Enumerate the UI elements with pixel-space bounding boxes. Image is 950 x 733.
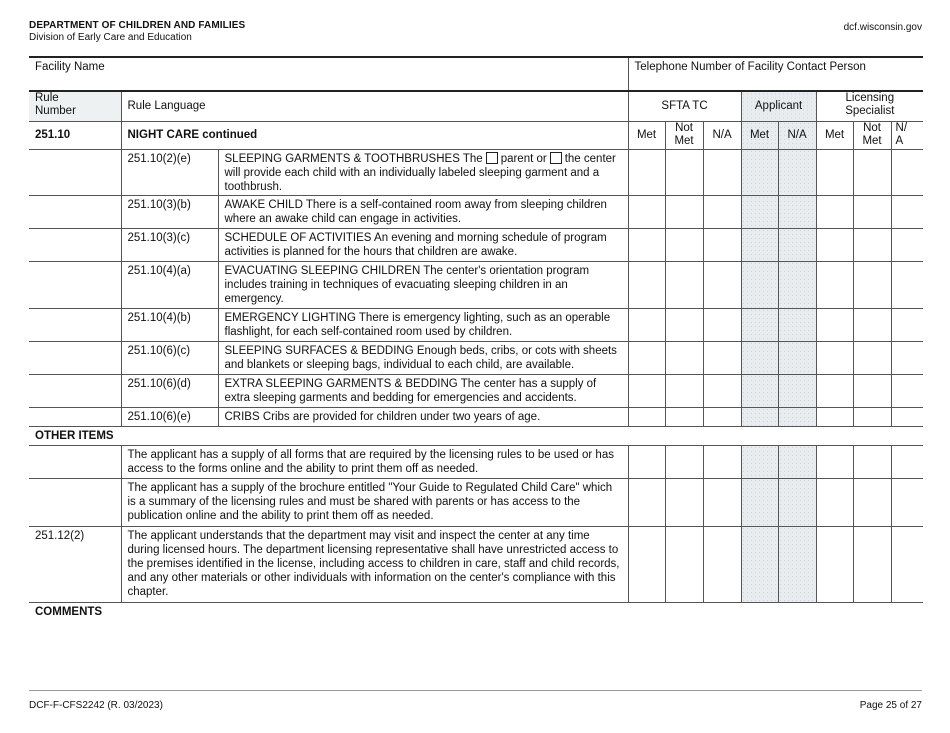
applicant-met-cell[interactable] bbox=[741, 341, 778, 374]
specialist-na-header: N/ A bbox=[891, 121, 923, 149]
parent-checkbox[interactable] bbox=[486, 152, 498, 164]
sfta-met-cell[interactable] bbox=[628, 261, 665, 308]
specialist-not-met-cell[interactable] bbox=[853, 445, 891, 478]
table-row bbox=[29, 374, 923, 407]
department-name: DEPARTMENT OF CHILDREN AND FAMILIES bbox=[29, 20, 246, 31]
rule-number: 251.12(2) bbox=[29, 526, 121, 602]
applicant-na-cell[interactable] bbox=[778, 149, 816, 195]
sfta-na-header: N/A bbox=[703, 121, 741, 149]
rule-text: EXTRA SLEEPING GARMENTS & BEDDING The center has a supply of extra sleeping garments and bedding for emergencies and accidents. bbox=[218, 374, 628, 407]
specialist-met-cell[interactable] bbox=[816, 261, 853, 308]
specialist-not-met-cell[interactable] bbox=[853, 407, 891, 426]
specialist-not-met-cell[interactable] bbox=[853, 261, 891, 308]
page-number: Page 25 of 27 bbox=[859, 700, 922, 711]
specialist-na-cell[interactable] bbox=[891, 228, 923, 261]
specialist-na-cell[interactable] bbox=[891, 407, 923, 426]
rule-number: 251.10(2)(e) bbox=[121, 149, 218, 195]
sfta-not-met-cell[interactable] bbox=[665, 407, 703, 426]
table-row bbox=[29, 445, 923, 478]
rule-text: SLEEPING SURFACES & BEDDING Enough beds, cribs, or cots with sheets and blankets or sleeping bags, individual to each child, are available. bbox=[218, 341, 628, 374]
table-row bbox=[29, 261, 923, 308]
specialist-na-cell[interactable] bbox=[891, 195, 923, 228]
specialist-not-met-cell[interactable] bbox=[853, 149, 891, 195]
rule-number: 251.10(6)(e) bbox=[121, 407, 218, 426]
specialist-na-cell[interactable] bbox=[891, 261, 923, 308]
specialist-na-cell[interactable] bbox=[891, 526, 923, 602]
form-id: DCF-F-CFS2242 (R. 03/2023) bbox=[29, 700, 163, 711]
table-row bbox=[29, 195, 923, 228]
applicant-na-cell[interactable] bbox=[778, 308, 816, 341]
table-row bbox=[29, 308, 923, 341]
table-row bbox=[29, 526, 923, 602]
specialist-met-cell[interactable] bbox=[816, 407, 853, 426]
applicant-header: Applicant bbox=[741, 91, 816, 121]
specialist-met-cell[interactable] bbox=[816, 308, 853, 341]
telephone-field[interactable] bbox=[628, 57, 923, 91]
table-row bbox=[29, 149, 923, 195]
applicant-met-cell[interactable] bbox=[741, 445, 778, 478]
specialist-met-header: Met bbox=[816, 121, 853, 149]
applicant-met-cell[interactable] bbox=[741, 526, 778, 602]
specialist-not-met-cell[interactable] bbox=[853, 195, 891, 228]
sfta-met-cell[interactable] bbox=[628, 478, 665, 526]
table-row bbox=[29, 478, 923, 526]
specialist-na-cell[interactable] bbox=[891, 341, 923, 374]
rule-number: 251.10(3)(c) bbox=[121, 228, 218, 261]
specialist-met-cell[interactable] bbox=[816, 374, 853, 407]
applicant-met-cell[interactable] bbox=[741, 228, 778, 261]
specialist-not-met-cell[interactable] bbox=[853, 478, 891, 526]
sfta-met-cell[interactable] bbox=[628, 445, 665, 478]
specialist-met-cell[interactable] bbox=[816, 228, 853, 261]
applicant-na-header: N/A bbox=[778, 121, 816, 149]
applicant-met-cell[interactable] bbox=[741, 407, 778, 426]
rule-text: The applicant has a supply of the brochure entitled "Your Guide to Regulated Child Care" which is a summary of the licensing rules and must be shared with parents or has access to the publication online and the ability to print them off as needed. bbox=[121, 478, 628, 526]
applicant-met-cell[interactable] bbox=[741, 195, 778, 228]
sfta-not-met-cell[interactable] bbox=[665, 374, 703, 407]
sfta-na-cell[interactable] bbox=[703, 407, 741, 426]
sfta-not-met-header: Not Met bbox=[665, 121, 703, 149]
facility-name-field[interactable] bbox=[29, 57, 628, 91]
sfta-na-cell[interactable] bbox=[703, 445, 741, 478]
licensing-specialist-header: Licensing Specialist bbox=[816, 91, 923, 121]
table-row bbox=[29, 407, 923, 426]
applicant-met-cell[interactable] bbox=[741, 308, 778, 341]
center-checkbox[interactable] bbox=[550, 152, 562, 164]
sfta-met-cell[interactable] bbox=[628, 374, 665, 407]
rule-language-header: Rule Language bbox=[121, 91, 628, 121]
specialist-not-met-cell[interactable] bbox=[853, 341, 891, 374]
specialist-not-met-cell[interactable] bbox=[853, 228, 891, 261]
sfta-na-cell[interactable] bbox=[703, 308, 741, 341]
specialist-met-cell[interactable] bbox=[816, 341, 853, 374]
specialist-met-cell[interactable] bbox=[816, 149, 853, 195]
rule-number bbox=[29, 478, 121, 526]
specialist-na-cell[interactable] bbox=[891, 308, 923, 341]
applicant-na-cell[interactable] bbox=[778, 195, 816, 228]
rule-number: 251.10(6)(d) bbox=[121, 374, 218, 407]
sfta-met-cell[interactable] bbox=[628, 228, 665, 261]
sfta-not-met-cell[interactable] bbox=[665, 261, 703, 308]
sfta-met-cell[interactable] bbox=[628, 341, 665, 374]
sfta-na-cell[interactable] bbox=[703, 341, 741, 374]
applicant-met-cell[interactable] bbox=[741, 478, 778, 526]
sfta-tc-header: SFTA TC bbox=[628, 91, 741, 121]
rule-number-header: Rule Number bbox=[29, 91, 121, 121]
specialist-na-cell[interactable] bbox=[891, 445, 923, 478]
applicant-na-cell[interactable] bbox=[778, 478, 816, 526]
specialist-not-met-cell[interactable] bbox=[853, 526, 891, 602]
section-number: 251.10 bbox=[29, 121, 121, 149]
applicant-na-cell[interactable] bbox=[778, 445, 816, 478]
sfta-na-cell[interactable] bbox=[703, 261, 741, 308]
sfta-not-met-cell[interactable] bbox=[665, 341, 703, 374]
footer-divider bbox=[29, 690, 922, 691]
other-items-title: OTHER ITEMS bbox=[29, 426, 923, 445]
rule-text: AWAKE CHILD There is a self-contained room away from sleeping children where an awake child can engage in activities. bbox=[218, 195, 628, 228]
specialist-met-cell[interactable] bbox=[816, 478, 853, 526]
specialist-not-met-cell[interactable] bbox=[853, 374, 891, 407]
table-row bbox=[29, 341, 923, 374]
rule-text: SLEEPING GARMENTS & TOOTHBRUSHES The parent or the center will provide each child with an individually labeled sleeping garment and a toothbrush. bbox=[218, 149, 628, 195]
sfta-met-cell[interactable] bbox=[628, 149, 665, 195]
section-title: NIGHT CARE continued bbox=[121, 121, 628, 149]
rule-number bbox=[29, 445, 121, 478]
applicant-met-cell[interactable] bbox=[741, 261, 778, 308]
applicant-na-cell[interactable] bbox=[778, 526, 816, 602]
sfta-not-met-cell[interactable] bbox=[665, 308, 703, 341]
specialist-na-cell[interactable] bbox=[891, 374, 923, 407]
rule-number: 251.10(4)(a) bbox=[121, 261, 218, 308]
applicant-na-cell[interactable] bbox=[778, 261, 816, 308]
rule-text: SCHEDULE OF ACTIVITIES An evening and morning schedule of program activities is planned for the hours that children are awake. bbox=[218, 228, 628, 261]
specialist-met-cell[interactable] bbox=[816, 526, 853, 602]
sfta-na-cell[interactable] bbox=[703, 195, 741, 228]
sfta-met-cell[interactable] bbox=[628, 526, 665, 602]
sfta-na-cell[interactable] bbox=[703, 149, 741, 195]
sfta-na-cell[interactable] bbox=[703, 374, 741, 407]
sfta-na-cell[interactable] bbox=[703, 228, 741, 261]
applicant-na-cell[interactable] bbox=[778, 374, 816, 407]
specialist-not-met-header: Not Met bbox=[853, 121, 891, 149]
table-row bbox=[29, 228, 923, 261]
applicant-na-cell[interactable] bbox=[778, 407, 816, 426]
sfta-met-cell[interactable] bbox=[628, 407, 665, 426]
rule-text: CRIBS Cribs are provided for children under two years of age. bbox=[218, 407, 628, 426]
compliance-table bbox=[29, 56, 923, 672]
rule-number: 251.10(6)(c) bbox=[121, 341, 218, 374]
page-header bbox=[29, 20, 245, 44]
sfta-met-cell[interactable] bbox=[628, 195, 665, 228]
specialist-na-cell[interactable] bbox=[891, 478, 923, 526]
sfta-not-met-cell[interactable] bbox=[665, 228, 703, 261]
sfta-not-met-cell[interactable] bbox=[665, 445, 703, 478]
applicant-met-cell[interactable] bbox=[741, 374, 778, 407]
sfta-not-met-cell[interactable] bbox=[665, 149, 703, 195]
telephone-label: Telephone Number of Facility Contact Person bbox=[634, 61, 866, 73]
rule-text: EVACUATING SLEEPING CHILDREN The center's orientation program includes training in techniques of evacuating sleeping children in an emergency. bbox=[218, 261, 628, 308]
rule-text: The applicant understands that the department may visit and inspect the center at any time during licensed hours. The department licensing representative shall have unrestricted access to the premises identified in the license, including access to children in care, staff and child records, and any other materials or other individuals with information on the center's compliance with this chapter. bbox=[121, 526, 628, 602]
applicant-na-cell[interactable] bbox=[778, 341, 816, 374]
sfta-not-met-cell[interactable] bbox=[665, 478, 703, 526]
rule-number: 251.10(4)(b) bbox=[121, 308, 218, 341]
sfta-na-cell[interactable] bbox=[703, 478, 741, 526]
rule-number: 251.10(3)(b) bbox=[121, 195, 218, 228]
applicant-met-cell[interactable] bbox=[741, 149, 778, 195]
sfta-met-cell[interactable] bbox=[628, 308, 665, 341]
sfta-na-cell[interactable] bbox=[703, 526, 741, 602]
comments-field[interactable] bbox=[29, 602, 923, 672]
website-link: dcf.wisconsin.gov bbox=[843, 22, 922, 33]
sfta-not-met-cell[interactable] bbox=[665, 526, 703, 602]
applicant-na-cell[interactable] bbox=[778, 228, 816, 261]
rule-text: The applicant has a supply of all forms that are required by the licensing rules to be used or has access to the forms online and the ability to print them off as needed. bbox=[121, 445, 628, 478]
specialist-not-met-cell[interactable] bbox=[853, 308, 891, 341]
specialist-met-cell[interactable] bbox=[816, 195, 853, 228]
sfta-not-met-cell[interactable] bbox=[665, 195, 703, 228]
applicant-met-header: Met bbox=[741, 121, 778, 149]
specialist-na-cell[interactable] bbox=[891, 149, 923, 195]
sfta-met-header: Met bbox=[628, 121, 665, 149]
rule-text: EMERGENCY LIGHTING There is emergency lighting, such as an operable flashlight, for each self-contained room used by children. bbox=[218, 308, 628, 341]
comments-title: COMMENTS bbox=[35, 605, 103, 618]
facility-name-label: Facility Name bbox=[35, 61, 105, 73]
division-name: Division of Early Care and Education bbox=[29, 32, 192, 43]
specialist-met-cell[interactable] bbox=[816, 445, 853, 478]
